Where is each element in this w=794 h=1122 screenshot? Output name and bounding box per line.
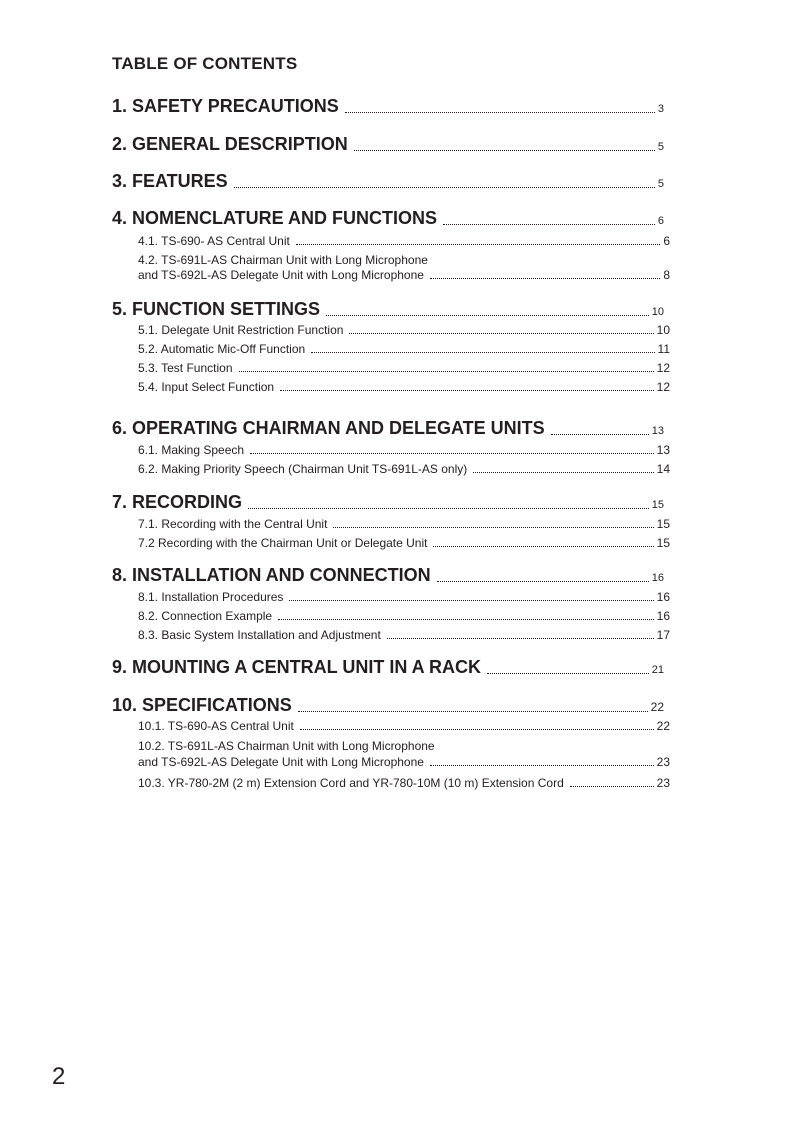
leader-dots [300, 729, 654, 730]
page-ref: 15 [651, 499, 664, 511]
section-label: 1. SAFETY PRECAUTIONS [112, 96, 339, 116]
leader-dots [570, 786, 654, 787]
page-ref: 12 [656, 361, 670, 375]
leader-dots [443, 224, 655, 225]
leader-dots [250, 453, 654, 454]
page-ref: 5 [657, 178, 664, 190]
page-ref: 15 [656, 517, 670, 531]
toc-section-recording[interactable] [112, 492, 664, 513]
leader-dots [487, 673, 649, 674]
page-ref: 12 [656, 380, 670, 394]
section-label: 2. GENERAL DESCRIPTION [112, 134, 348, 154]
section-label: 9. MOUNTING A CENTRAL UNIT IN A RACK [112, 657, 481, 677]
page-ref: 6 [657, 215, 664, 227]
toc-sub-6-2[interactable] [138, 462, 670, 476]
page-ref: 23 [656, 755, 670, 769]
section-label: 5. FUNCTION SETTINGS [112, 299, 321, 319]
leader-dots [345, 112, 655, 113]
leader-dots [280, 390, 654, 391]
toc-sub-10-2[interactable] [138, 755, 670, 769]
toc-sub-6-1[interactable] [138, 443, 670, 457]
sub-label: and TS-692L-AS Delegate Unit with Long Microphone [138, 268, 424, 282]
page-ref: 11 [657, 342, 670, 356]
leader-dots [430, 765, 654, 766]
page-ref: 16 [651, 572, 664, 584]
page-ref: 22 [650, 700, 664, 714]
toc-sub-10-3[interactable] [138, 776, 670, 790]
sub-label: 6.1. Making Speech [138, 443, 245, 457]
leader-dots [551, 434, 649, 435]
toc-sub-4-2[interactable] [138, 268, 670, 282]
toc-section-nomenclature[interactable] [112, 208, 664, 229]
page-ref: 5 [657, 141, 664, 153]
leader-dots [289, 600, 653, 601]
sub-label: 6.2. Making Priority Speech (Chairman Unit TS-691L-AS only) [138, 462, 468, 476]
toc-sub-8-3[interactable] [138, 628, 670, 642]
toc-section-safety[interactable] [112, 96, 664, 117]
leader-dots [311, 352, 654, 353]
section-label: 10. SPECIFICATIONS [112, 695, 292, 715]
page-ref: 3 [657, 103, 664, 115]
page-ref: 16 [656, 609, 670, 623]
toc-sub-8-1[interactable] [138, 590, 670, 604]
section-label: 3. FEATURES [112, 171, 228, 191]
page-ref: 13 [651, 425, 664, 437]
leader-dots [349, 333, 653, 334]
page-ref: 6 [663, 234, 670, 248]
leader-dots [234, 187, 655, 188]
page-ref: 10 [651, 306, 664, 318]
toc-section-mounting[interactable] [112, 657, 664, 678]
page-ref: 22 [656, 719, 670, 733]
sub-label: 10.1. TS-690-AS Central Unit [138, 719, 294, 733]
toc-sub-4-1[interactable] [138, 234, 670, 248]
sub-label: 5.1. Delegate Unit Restriction Function [138, 323, 344, 337]
leader-dots [326, 315, 649, 316]
leader-dots [296, 244, 660, 245]
toc-sub-10-1[interactable] [138, 719, 670, 733]
leader-dots [473, 472, 653, 473]
leader-dots [387, 638, 654, 639]
sub-label: 7.1. Recording with the Central Unit [138, 517, 328, 531]
page-ref: 14 [656, 462, 670, 476]
page-ref: 21 [651, 664, 664, 676]
page-ref: 13 [656, 443, 670, 457]
leader-dots [248, 508, 649, 509]
leader-dots [430, 278, 660, 279]
leader-dots [278, 619, 654, 620]
toc-sub-8-2[interactable] [138, 609, 670, 623]
leader-dots [239, 371, 654, 372]
page-ref: 23 [656, 776, 670, 790]
toc-sub-4-2-line1[interactable]: 4.2. TS-691L-AS Chairman Unit with Long Microphone [138, 253, 428, 267]
toc-title: TABLE OF CONTENTS [112, 54, 298, 73]
toc-sub-7-1[interactable] [138, 517, 670, 531]
page-ref: 8 [663, 268, 670, 282]
sub-label: 5.3. Test Function [138, 361, 233, 375]
section-label: 8. INSTALLATION AND CONNECTION [112, 565, 431, 585]
sub-label: 10.3. YR-780-2M (2 m) Extension Cord and YR-780-10M (10 m) Extension Cord [138, 776, 564, 790]
toc-sub-5-1[interactable] [138, 323, 670, 337]
toc-section-operating[interactable] [112, 418, 664, 439]
page-ref: 10 [656, 323, 670, 337]
sub-label: 5.2. Automatic Mic-Off Function [138, 342, 306, 356]
sub-label: and TS-692L-AS Delegate Unit with Long Microphone [138, 755, 424, 769]
sub-label: 5.4. Input Select Function [138, 380, 275, 394]
page-ref: 16 [656, 590, 670, 604]
toc-sub-10-2-line1[interactable]: 10.2. TS-691L-AS Chairman Unit with Long Microphone [138, 739, 435, 753]
toc-section-general-description[interactable] [112, 134, 664, 155]
toc-sub-5-4[interactable] [138, 380, 670, 394]
section-label: 6. OPERATING CHAIRMAN AND DELEGATE UNITS [112, 418, 545, 438]
toc-sub-5-2[interactable] [138, 342, 670, 356]
toc-sub-7-2[interactable] [138, 536, 670, 550]
page-ref: 15 [656, 536, 670, 550]
section-label: 7. RECORDING [112, 492, 243, 512]
page-number: 2 [52, 1063, 66, 1090]
section-label: 4. NOMENCLATURE AND FUNCTIONS [112, 208, 437, 228]
leader-dots [354, 150, 655, 151]
leader-dots [437, 581, 649, 582]
toc-section-function-settings[interactable] [112, 299, 664, 320]
toc-sub-5-3[interactable] [138, 361, 670, 375]
toc-section-installation[interactable] [112, 565, 664, 586]
leader-dots [298, 711, 648, 712]
leader-dots [433, 546, 653, 547]
leader-dots [333, 527, 653, 528]
sub-label: 8.1. Installation Procedures [138, 590, 284, 604]
toc-section-features[interactable] [112, 171, 664, 192]
sub-label: 7.2 Recording with the Chairman Unit or Delegate Unit [138, 536, 428, 550]
sub-label: 8.3. Basic System Installation and Adjustment [138, 628, 381, 642]
sub-label: 8.2. Connection Example [138, 609, 273, 623]
sub-label: 4.1. TS-690- AS Central Unit [138, 234, 290, 248]
toc-section-specifications[interactable] [112, 695, 664, 716]
page-ref: 17 [656, 628, 670, 642]
